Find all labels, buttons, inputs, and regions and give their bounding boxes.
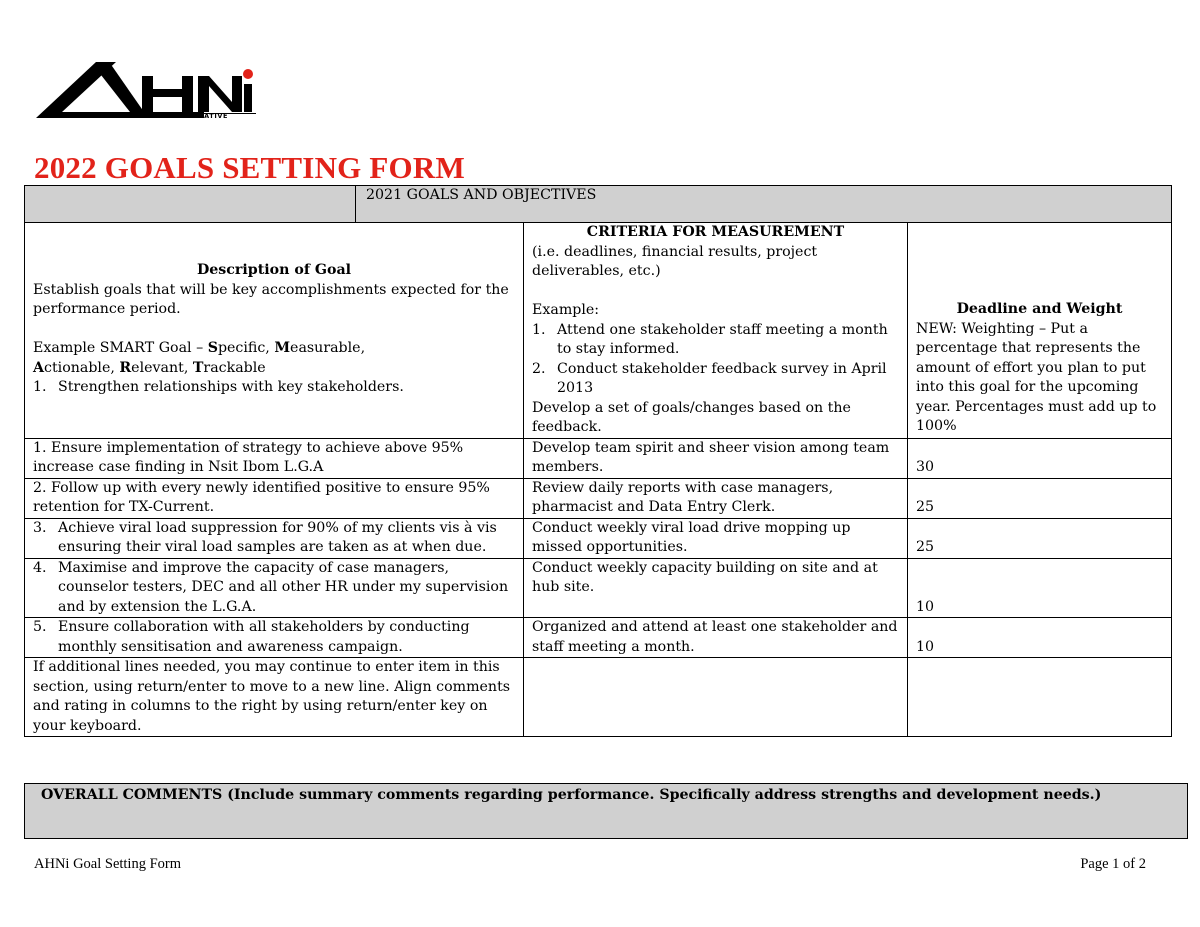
goal-criteria[interactable]: Conduct weekly viral load drive mopping up missed opportunities. — [524, 518, 908, 558]
additional-criteria-cell[interactable] — [524, 658, 908, 737]
goal-weight: 30 — [916, 459, 935, 475]
section-header: 2021 GOALS AND OBJECTIVES — [356, 186, 1172, 223]
goal-description-cell[interactable] — [25, 518, 524, 558]
overall-comments-label: OVERALL COMMENTS (Include summary comments regarding performance. Specifically address strengths and development needs.) — [41, 787, 1102, 803]
deadline-heading: Deadline and Weight — [956, 301, 1123, 317]
goal-weight-cell[interactable] — [908, 478, 1172, 518]
deadline-text: NEW: Weighting – Put a percentage that represents the amount of effort you plan to put into this goal for the upcoming year. Percentages must add up to 100% — [916, 320, 1157, 434]
goal-description[interactable]: 2. Follow up with every newly identified positive to ensure 95% retention for TX-Current. — [25, 478, 524, 518]
criteria-subheading: (i.e. deadlines, financial results, project deliverables, etc.) — [532, 243, 818, 279]
description-heading: Description of Goal — [196, 262, 352, 278]
footer-page-number: Page 1 of 2 — [1080, 856, 1146, 872]
goal-weight-cell[interactable] — [908, 438, 1172, 478]
goal-weight: 25 — [916, 539, 935, 555]
goal-row-1 — [25, 438, 1172, 478]
goal-weight-cell[interactable] — [908, 618, 1172, 658]
goal-description: 3. Achieve viral load suppression for 90% of my clients vis à vis ensuring their viral load samples are taken as at when due. — [33, 519, 497, 555]
goal-row-3 — [25, 518, 1172, 558]
goal-criteria[interactable]: Conduct weekly capacity building on site and at hub site. — [524, 558, 908, 618]
goal-weight-cell[interactable] — [908, 518, 1172, 558]
goal-weight: 10 — [916, 638, 935, 655]
criteria-example-label: Example: — [532, 302, 600, 318]
additional-lines-row — [25, 658, 1172, 737]
goal-criteria[interactable]: Organized and attend at least one stakeholder and staff meeting a month. — [524, 618, 908, 658]
additional-weight-cell[interactable] — [908, 658, 1172, 737]
goal-criteria[interactable]: Develop team spirit and sheer vision among team members. — [524, 438, 908, 478]
criteria-example-1: 1. Attend one stakeholder staff meeting a month to stay informed. — [532, 321, 888, 357]
goal-description[interactable]: 1. Ensure implementation of strategy to achieve above 95% increase case finding in Nsit Ibom L.G.A — [25, 438, 524, 478]
section-header-row — [25, 186, 1172, 223]
goal-weight: 25 — [916, 499, 935, 515]
section-header-blank — [25, 186, 356, 223]
criteria-example-2: 2. Conduct stakeholder feedback survey in April 2013 — [532, 360, 887, 396]
form-title: 2022 GOALS SETTING FORM — [34, 150, 465, 185]
ahni-logo — [34, 56, 256, 122]
goal-row-5 — [25, 618, 1172, 658]
footer-left: AHNi Goal Setting Form — [34, 856, 182, 872]
goal-description: 4. Maximise and improve the capacity of case managers, counselor testers, DEC and all other HR under my supervision and by extension the L.G.A. — [33, 559, 509, 615]
goal-description-cell[interactable] — [25, 618, 524, 658]
goal-description-cell[interactable] — [25, 558, 524, 618]
goal-weight: 10 — [916, 598, 935, 615]
criteria-header-cell — [524, 223, 908, 439]
description-header-cell — [25, 223, 524, 439]
description-line1: Establish goals that will be key accomplishments expected for the performance period. — [33, 281, 509, 317]
goal-criteria[interactable]: Review daily reports with case managers, pharmacist and Data Entry Clerk. — [524, 478, 908, 518]
logo-tagline: ACHIEVING HEALTH NIGERIA INITIATIVE — [64, 112, 229, 120]
goal-weight-cell[interactable] — [908, 558, 1172, 618]
deadline-header-cell — [908, 223, 1172, 439]
criteria-note: Develop a set of goals/changes based on the feedback. — [532, 399, 851, 435]
goals-table — [24, 185, 1172, 737]
column-header-row — [25, 223, 1172, 439]
additional-lines-note[interactable]: If additional lines needed, you may continue to enter item in this section, using return/enter to move to a new line. Align comments and rating in columns to the right by using return/enter key on your keyboard. — [25, 658, 524, 737]
description-example-item: 1. Strengthen relationships with key stakeholders. — [33, 379, 404, 395]
goal-description: 5. Ensure collaboration with all stakeholders by conducting monthly sensitisation and awareness campaign. — [33, 619, 470, 655]
goal-row-4 — [25, 558, 1172, 618]
smart-goal-line: Example SMART Goal – Specific, Measurable, Actionable, Relevant, Trackable — [33, 340, 366, 376]
overall-comments-box[interactable] — [24, 783, 1188, 839]
criteria-heading: CRITERIA FOR MEASUREMENT — [586, 224, 845, 240]
goal-row-2 — [25, 478, 1172, 518]
